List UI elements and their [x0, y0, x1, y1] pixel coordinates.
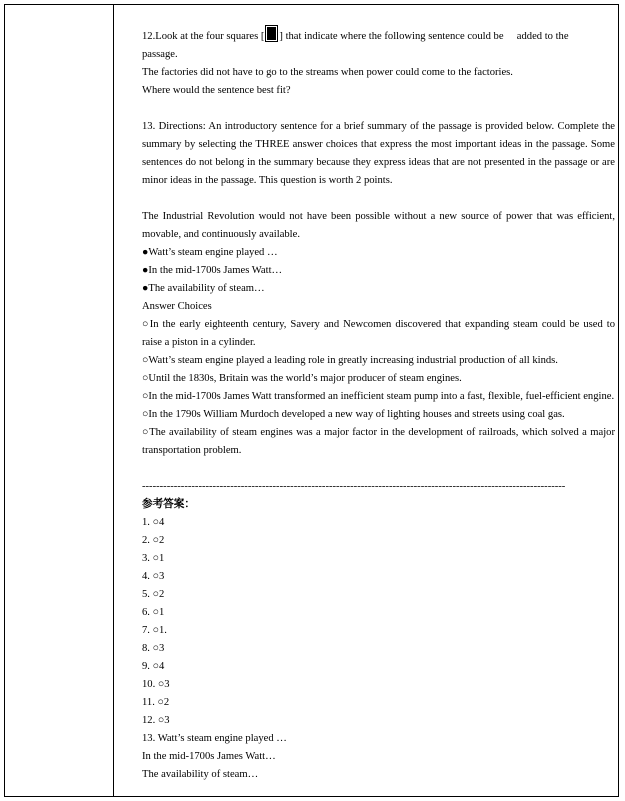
answer-choice: ○The availability of steam engines was a major factor in the development of railroads, which solved a major transportation problem. [142, 427, 615, 456]
answer-item: 10. ○3 [142, 679, 170, 690]
answer-choice: ○In the early eighteenth century, Savery and Newcomen discovered that expanding steam could be used to raise a piston in a cylinder. [142, 319, 615, 348]
answer-choice: ○Until the 1830s, Britain was the world’s major producer of steam engines. [142, 373, 462, 384]
square-marker-icon [267, 27, 276, 40]
q13-bullet: ●The availability of steam… [142, 283, 265, 294]
q12-text-pre: 12.Look at the four squares [ [142, 31, 265, 42]
answer-choice: ○In the 1790s William Murdoch developed a new way of lighting houses and streets using coal gas. [142, 409, 565, 420]
q12-line-2: passage. [142, 49, 178, 60]
answer-item: 4. ○3 [142, 571, 165, 582]
answer-item: 1. ○4 [142, 517, 165, 528]
q12-question: Where would the sentence best fit? [142, 85, 291, 96]
answer-choices-heading: Answer Choices [142, 301, 212, 312]
q12-line-1 [142, 27, 615, 46]
q13-bullet: ●In the mid-1700s James Watt… [142, 265, 283, 276]
answer-item: 9. ○4 [142, 661, 165, 672]
answer-item: 3. ○1 [142, 553, 165, 564]
answer-item: 8. ○3 [142, 643, 165, 654]
q13-intro: The Industrial Revolution would not have been possible without a new source of power that was efficient, movable, and continuously available. [142, 211, 615, 240]
answer-item: 7. ○1. [142, 625, 167, 636]
q12-text-post: ] that indicate where the following sentence could be added to the [279, 31, 569, 42]
answer-item: 11. ○2 [142, 697, 170, 708]
table-frame [4, 4, 619, 797]
answer-item: 5. ○2 [142, 589, 165, 600]
answer-item: 6. ○1 [142, 607, 165, 618]
answer-choice: ○Watt’s steam engine played a leading role in greatly increasing industrial production of all kinds. [142, 355, 558, 366]
separator-line: ------------------------------------------------------------------------------------------------------------------------ [142, 481, 566, 492]
q12-sentence: The factories did not have to go to the streams when power could come to the factories. [142, 67, 513, 78]
answer-q13-line: In the mid-1700s James Watt… [142, 751, 276, 762]
answer-item: 2. ○2 [142, 535, 165, 546]
q13-bullet: ●Watt’s steam engine played … [142, 247, 278, 258]
left-column [5, 5, 114, 796]
answer-choice: ○In the mid-1700s James Watt transformed an inefficient steam pump into a fast, flexible, fuel-efficient engine. [142, 391, 615, 402]
answer-item: 12. ○3 [142, 715, 170, 726]
question-content [142, 27, 615, 784]
answers-heading: 参考答案： [142, 499, 195, 510]
q13-directions: 13. Directions: An introductory sentence for a brief summary of the passage is provided below. Complete the summary by selecting the THREE answer choices that express the most important ideas in the passage. Some sentences do not belong in the summary because they express ideas that are not presented in the passage or are minor ideas in the passage. This question is worth 2 points. [142, 121, 615, 186]
answer-q13-line: 13. Watt’s steam engine played … [142, 733, 287, 744]
answer-q13-line: The availability of steam… [142, 769, 259, 780]
